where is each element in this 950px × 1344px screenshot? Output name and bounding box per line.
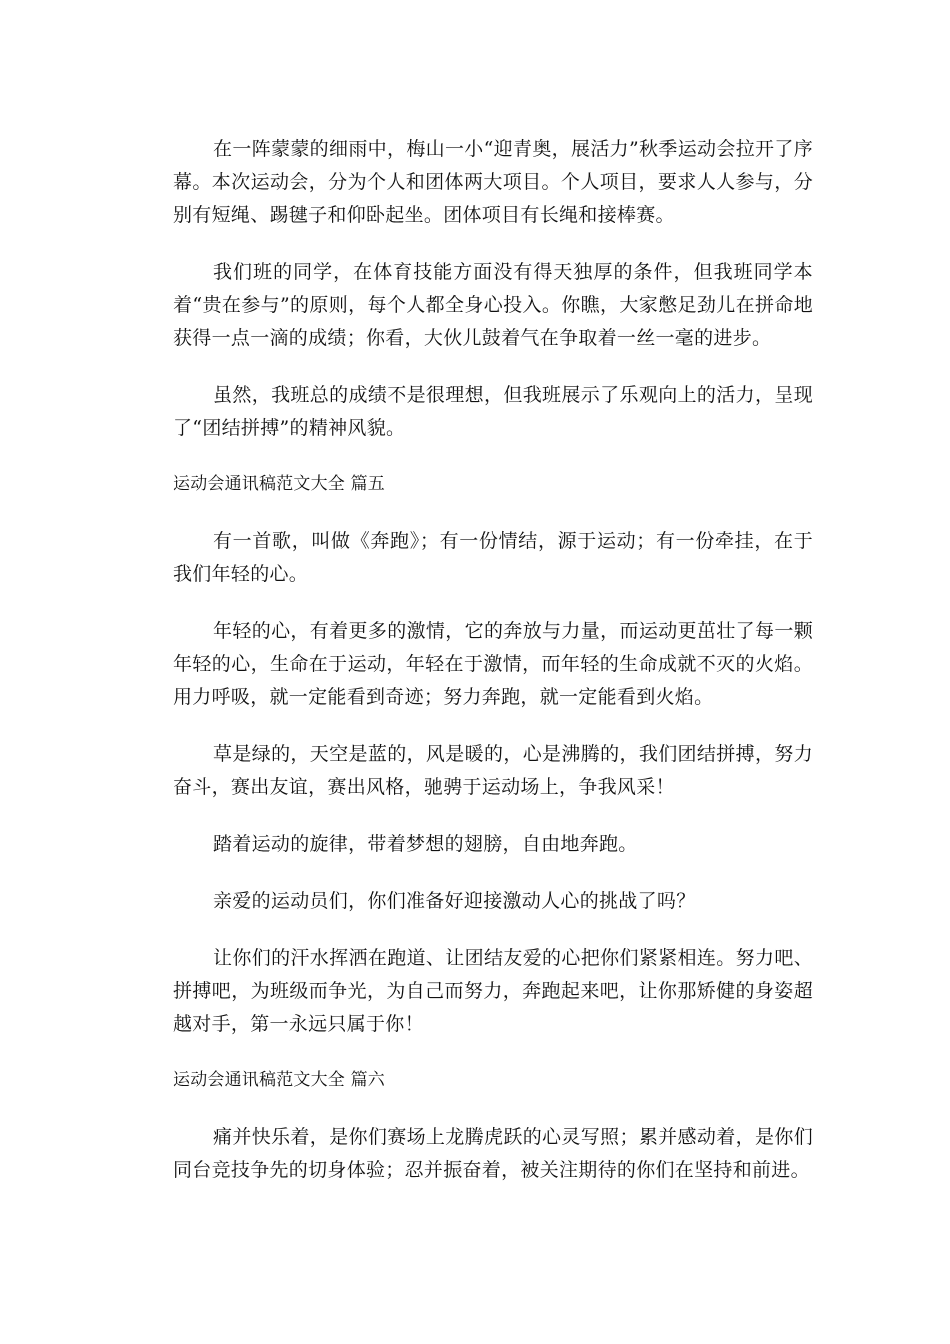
paragraph: 我们班的同学，在体育技能方面没有得天独厚的条件，但我班同学本着“贵在参与”的原则，每个人都全身心投入。你瞧，大家憋足劲儿在拼命地获得一点一滴的成绩；你看，大伙儿鼓着气在争取着一丝一毫的进步。: [173, 261, 813, 349]
paragraph: 草是绿的，天空是蓝的，风是暖的，心是沸腾的，我们团结拼搏，努力奋斗，赛出友谊，赛出风格，驰骋于运动场上，争我风采！: [173, 743, 813, 798]
paragraph: 年轻的心，有着更多的激情，它的奔放与力量，而运动更茁壮了每一颗年轻的心，生命在于运动，年轻在于激情，而年轻的生命成就不灭的火焰。用力呼吸，就一定能看到奇迹；努力奔跑，就一定能看到火焰。: [173, 620, 813, 708]
paragraph: 虽然，我班总的成绩不是很理想，但我班展示了乐观向上的活力，呈现了“团结拼搏”的精神风貌。: [173, 384, 813, 439]
section-heading: 运动会通讯稿范文大全 篇五: [173, 474, 386, 494]
paragraph: 亲爱的运动员们，你们准备好迎接激动人心的挑战了吗？: [213, 890, 696, 912]
document-body: [173, 133, 813, 1211]
paragraph: 在一阵蒙蒙的细雨中，梅山一小“迎青奥，展活力”秋季运动会拉开了序幕。本次运动会，分为个人和团体两大项目。个人项目，要求人人参与，分别有短绳、踢毽子和仰卧起坐。团体项目有长绳和接棒赛。: [173, 138, 813, 226]
paragraph: 踏着运动的旋律，带着梦想的翅膀，自由地奔跑。: [213, 833, 638, 855]
paragraph: 让你们的汗水挥洒在跑道、让团结友爱的心把你们紧紧相连。努力吧、拼搏吧，为班级而争光，为自己而努力，奔跑起来吧，让你那矫健的身姿超越对手，第一永远只属于你！: [173, 947, 813, 1035]
paragraph: 有一首歌，叫做《奔跑》；有一份情结，源于运动；有一份牵挂，在于我们年轻的心。: [173, 530, 813, 585]
section-heading: 运动会通讯稿范文大全 篇六: [173, 1070, 386, 1090]
paragraph: 痛并快乐着，是你们赛场上龙腾虎跃的心灵写照；累并感动着，是你们同台竞技争先的切身体验；忍并振奋着，被关注期待的你们在坚持和前进。: [173, 1126, 813, 1181]
